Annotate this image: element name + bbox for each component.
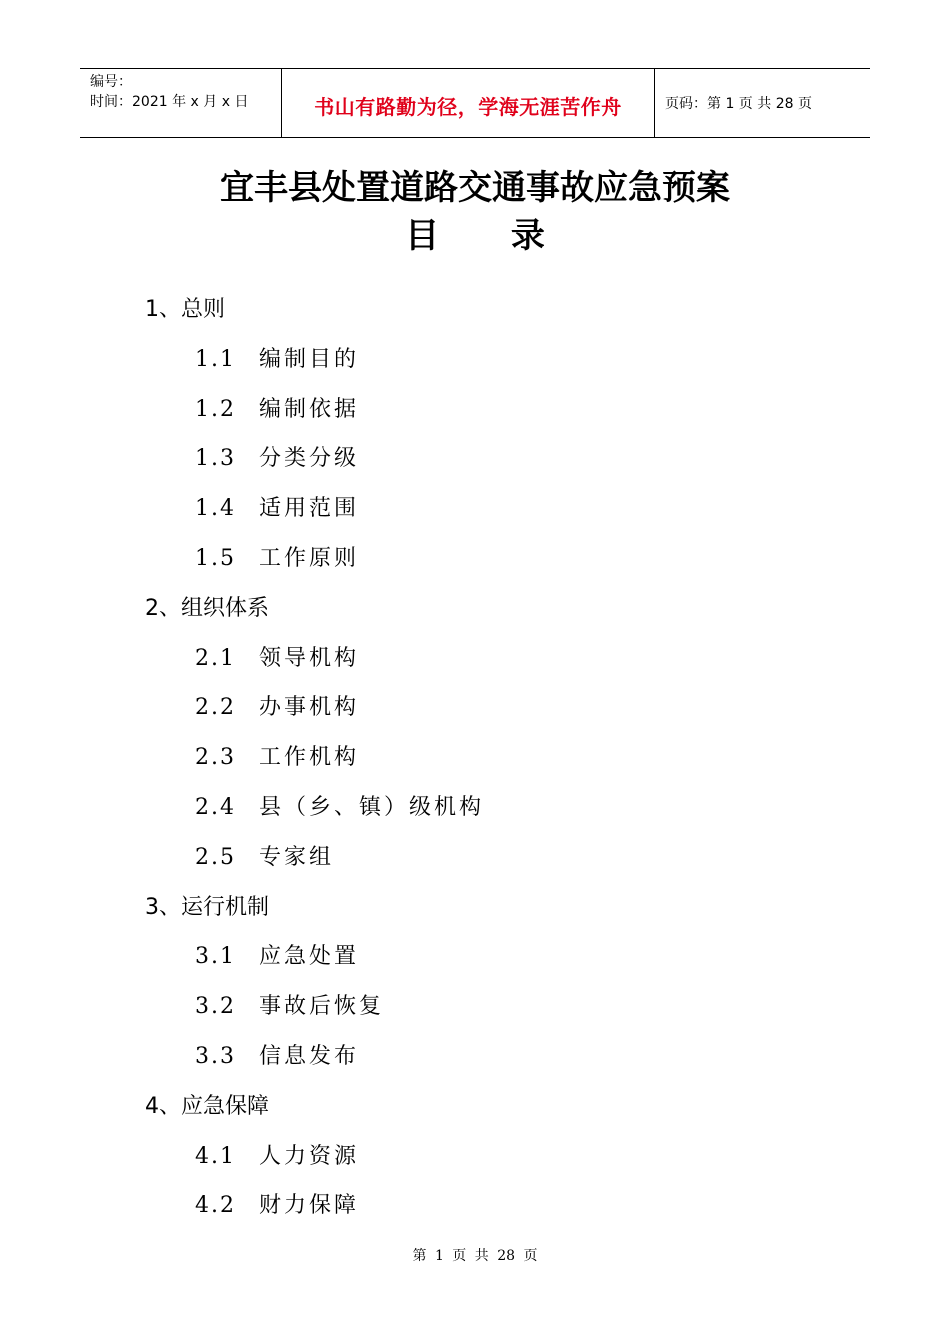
toc-item-text: 工作机构 <box>259 745 360 771</box>
toc-section: 3、运行机制 <box>145 894 269 920</box>
time-label: 时间：2021 年 x 月 x 日 <box>90 94 249 110</box>
toc-item <box>195 1137 359 1177</box>
header-motto-cell <box>282 69 655 137</box>
toc-item-text: 应急处置 <box>259 944 360 970</box>
toc-item <box>195 738 359 778</box>
toc-item-text: 事故后恢复 <box>259 994 385 1020</box>
toc-item <box>195 539 359 579</box>
toc-item-number: 4.1 <box>195 1143 236 1169</box>
toc-item <box>195 838 334 878</box>
toc-item-number: 2.4 <box>195 795 236 820</box>
toc-heading: 目 录 <box>405 216 575 256</box>
toc-item-number: 3.1 <box>195 944 236 970</box>
page-footer: 第 1 页 共 28 页 <box>412 1248 538 1264</box>
toc-item-text: 领导机构 <box>259 645 360 671</box>
motto-text: 书山有路勤为径，学海无涯苦作舟 <box>314 94 622 119</box>
toc-item-number: 2.2 <box>195 695 236 721</box>
toc-item <box>195 439 359 479</box>
header-page-info-cell <box>655 69 870 137</box>
header-meta <box>80 69 282 137</box>
toc-item <box>195 489 359 529</box>
toc-item <box>195 987 384 1027</box>
toc-item <box>195 1186 359 1226</box>
page-info: 页码：第 1 页 共 28 页 <box>665 96 812 112</box>
toc-item-number: 1.5 <box>195 546 236 571</box>
toc-item-text: 财力保障 <box>259 1193 360 1219</box>
toc-item-text: 人力资源 <box>259 1143 360 1169</box>
toc-item-text: 信息发布 <box>259 1044 360 1069</box>
toc-item-text: 编制目的 <box>259 346 360 372</box>
toc-item-number: 1.4 <box>195 496 236 522</box>
toc-item <box>195 639 359 679</box>
toc-item-number: 1.1 <box>195 346 236 372</box>
toc-item-number: 3.2 <box>195 994 236 1020</box>
toc-item <box>195 788 484 828</box>
toc-item-number: 2.1 <box>195 645 236 671</box>
toc-item-number: 2.3 <box>195 745 236 771</box>
page-header <box>80 68 870 138</box>
toc-section: 2、组织体系 <box>145 595 269 621</box>
toc-item-number: 3.3 <box>195 1044 236 1069</box>
toc-item <box>195 340 359 380</box>
toc-item-number: 1.2 <box>195 396 236 422</box>
toc-item-text: 适用范围 <box>259 496 360 522</box>
toc-item-text: 工作原则 <box>259 546 360 571</box>
toc-item <box>195 390 359 430</box>
toc-item-text: 专家组 <box>259 844 335 870</box>
toc-item-number: 4.2 <box>195 1193 236 1219</box>
toc-section: 1、总则 <box>145 297 225 322</box>
toc-item-text: 分类分级 <box>259 446 360 472</box>
toc-item-number: 1.3 <box>195 446 236 472</box>
toc-item <box>195 688 359 728</box>
toc-item-text: 办事机构 <box>259 695 360 721</box>
toc-item <box>195 1037 359 1077</box>
toc-item-text: 编制依据 <box>259 396 360 422</box>
toc-item-text: 县（乡、镇）级机构 <box>259 795 485 820</box>
toc-item-number: 2.5 <box>195 844 236 870</box>
serial-label: 编号： <box>90 74 132 90</box>
toc-item <box>195 937 359 977</box>
document-title: 宜丰县处置道路交通事故应急预案 <box>220 168 730 208</box>
toc-section: 4、应急保障 <box>145 1093 269 1119</box>
